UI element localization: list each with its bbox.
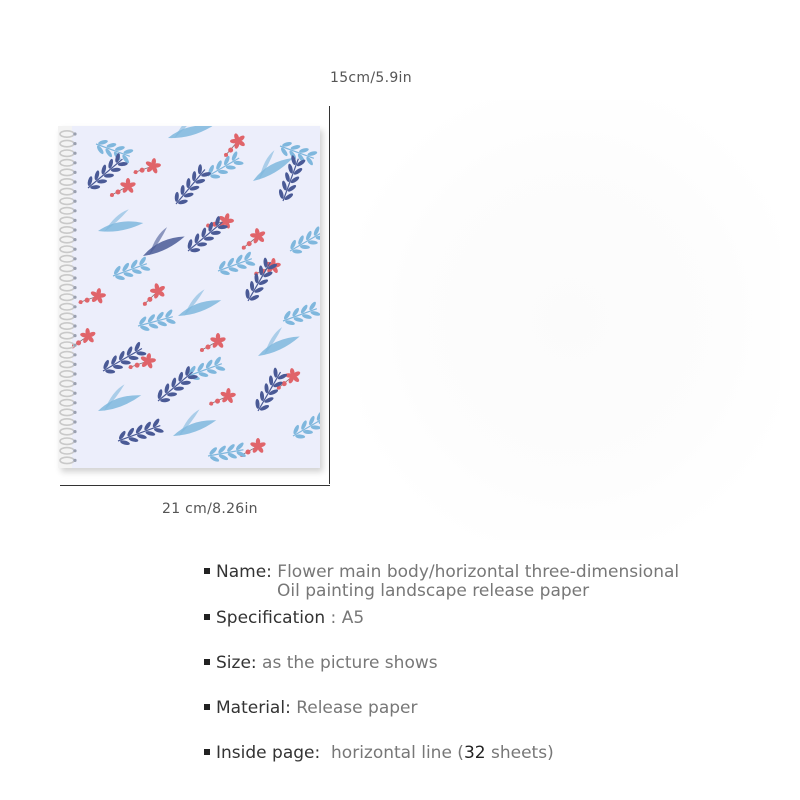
spec-size-row: Size: as the picture shows: [204, 653, 438, 673]
width-dimension-label: 21 cm/8.26in: [162, 501, 258, 517]
bullet-icon: [204, 749, 210, 755]
notebook-image: [58, 126, 320, 468]
width-dimension-line: [60, 485, 330, 486]
spec-specification-row: Specification : A5: [204, 608, 364, 628]
spec-material-row: Material: Release paper: [204, 698, 417, 718]
spec-inside-page-label: Inside page: [216, 743, 315, 763]
height-dimension-line: [329, 106, 330, 484]
spec-material-label: Material: [216, 698, 286, 718]
spec-specification-value: A5: [341, 608, 365, 628]
spec-size-label: Size: [216, 653, 251, 673]
spec-name-row: Name: Flower main body/horizontal three-dimensional: [204, 562, 679, 582]
spec-size-value: as the picture shows: [262, 653, 438, 673]
spec-specification-label: Specification: [216, 608, 326, 628]
bullet-icon: [204, 704, 210, 710]
spec-name-value: Flower main body/horizontal three-dimensional: [277, 562, 680, 582]
spec-name-label: Name: [216, 562, 267, 582]
height-dimension-label: 15cm/5.9in: [330, 70, 412, 86]
bullet-icon: [204, 659, 210, 665]
bullet-icon: [204, 568, 210, 574]
spec-material-value: Release paper: [296, 698, 418, 718]
bullet-icon: [204, 614, 210, 620]
spec-inside-page-row: Inside page: horizontal line (32 sheets): [204, 743, 554, 763]
spec-name-value-line2: Oil painting landscape release paper: [277, 581, 590, 601]
background-glow: [360, 100, 780, 540]
spec-inside-page-count: 32: [463, 743, 486, 763]
